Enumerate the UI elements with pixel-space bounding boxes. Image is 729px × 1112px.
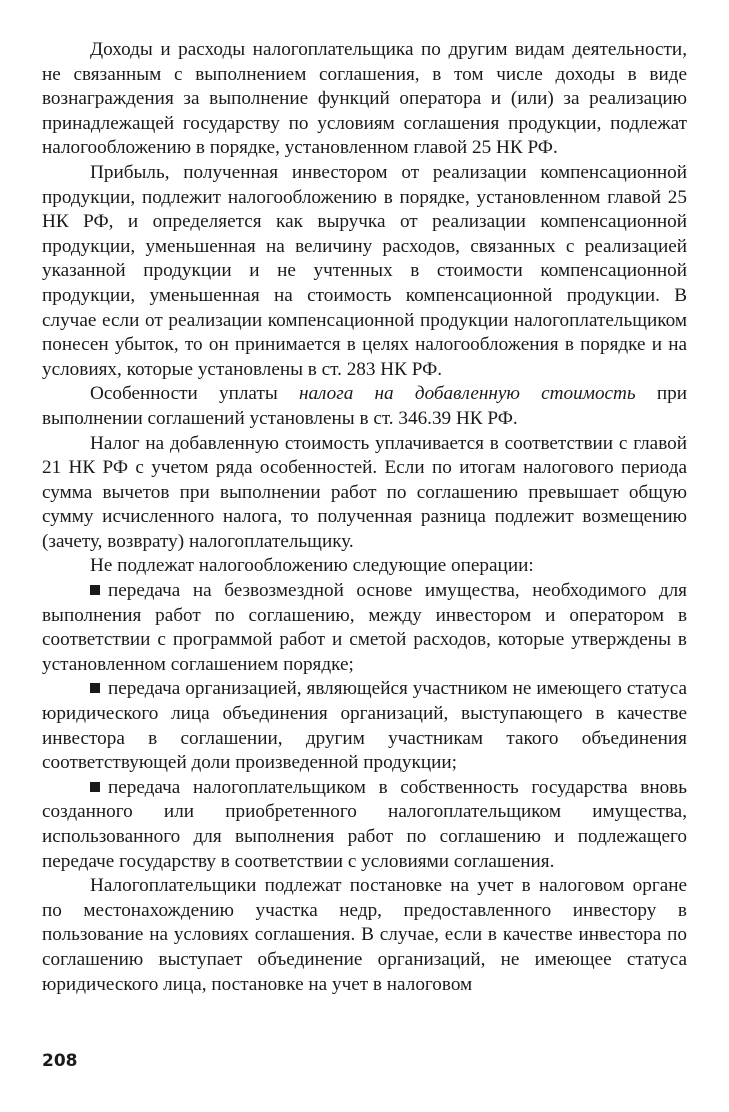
list-item xyxy=(42,677,687,775)
list-item xyxy=(42,579,687,677)
paragraph-vat-payment: Налог на добавленную стоимость уплачивается в соответствии с главой 21 НК РФ с учетом ряда особенностей. Если по итогам налогового периода сумма вычетов при выполнении работ по соглашению превышает общую сумму исчисленного налога, то полученная разница подлежит возмещению (зачету, возврату) налогоплательщику. xyxy=(42,432,687,552)
page-text xyxy=(42,38,687,997)
list-item-text: передача организацией, являющейся участником не имеющего статуса юридического лица объединения организаций, выступающего в качестве инвестора в соглашении, другим участникам такого объединения соответствующей доли произведенной продукции; xyxy=(42,678,687,774)
square-bullet-icon xyxy=(90,585,100,595)
vat-term: налога на добавленную стоимость xyxy=(298,383,636,405)
paragraph-registration: Налогоплательщики подлежат постановке на учет в налоговом органе по местонахождению участка недр, предоставленного инвестору в пользование на условиях соглашения. В случае, если в качестве инвестора по соглашению выступает объединение организаций, не имеющее статуса юридического лица, постановке на учет в налоговом xyxy=(42,875,687,995)
vat-reference: при выполнении соглашений установлены в ст. 346.39 НК РФ. xyxy=(42,383,687,429)
paragraph-profit: Прибыль, полученная инвестором от реализации компенсационной продукции, подлежит налогообложению в порядке, установленном главой 25 НК РФ, и определяется как выручка от реализации компенсационной продукции, уменьшенная на величину расходов, связанных с реализацией указанной продукции и не учтенных в стоимости компенсационной продукции, уменьшенная на стоимость компенсационной продукции. В случае если от реализации компенсационной продукции налогоплательщиком понесен убыток, то он принимается в целях налогообложения в порядке и на условиях, которые установлены в ст. 283 НК РФ. xyxy=(42,161,687,380)
square-bullet-icon xyxy=(90,683,100,693)
list-item-text: передача на безвозмездной основе имущества, необходимого для выполнения работ по соглашению, между инвестором и оператором в соответствии с программой работ и сметой расходов, которые утверждены в установленном соглашением порядке; xyxy=(42,580,687,675)
paragraph-income-expenses: Доходы и расходы налогоплательщика по другим видам деятельности, не связанным с выполнением соглашения, в том числе доходы в виде вознаграждения за выполнение функций оператора и (или) за реализацию принадлежащей государству по условиям соглашения продукции, подлежат налогообложению в порядке, установленном главой 25 НК РФ. xyxy=(42,39,687,159)
list-item xyxy=(42,776,687,874)
paragraph-vat-specifics xyxy=(42,382,687,431)
list-item-text: передача налогоплательщиком в собственность государства вновь созданного или приобретенного налогоплательщиком имущества, использованного для выполнения работ по соглашению и подлежащего передаче государству в соответствии с условиями соглашения. xyxy=(42,776,687,872)
paragraph-exempt-operations: Не подлежат налогообложению следующие операции: xyxy=(90,555,534,577)
vat-intro: Особенности уплаты xyxy=(90,383,299,405)
page-number: 208 xyxy=(42,1051,78,1071)
square-bullet-icon xyxy=(90,782,100,792)
